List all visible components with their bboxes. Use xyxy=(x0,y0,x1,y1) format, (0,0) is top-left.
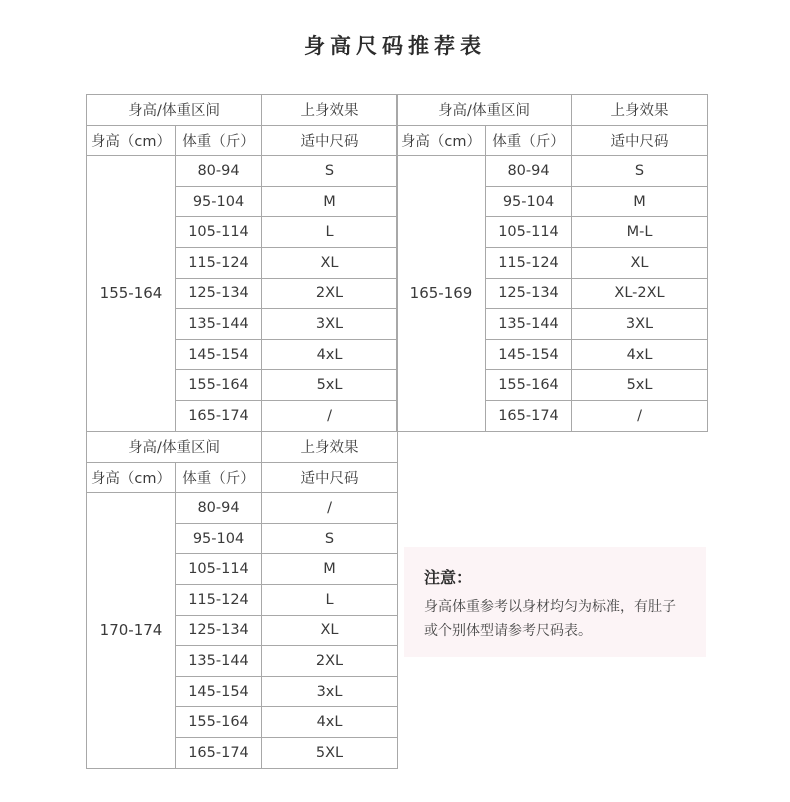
size-cell: S xyxy=(572,156,708,187)
size-cell: 3XL xyxy=(262,309,398,340)
size-cell: XL xyxy=(262,247,398,278)
weight-cell: 115-124 xyxy=(176,247,262,278)
size-cell: / xyxy=(572,400,708,431)
table-row xyxy=(87,493,398,524)
note-line-2: 或个别体型请参考尺码表。 xyxy=(424,623,592,639)
header-height-weight-range: 身高/体重区间 xyxy=(397,95,572,126)
weight-cell: 105-114 xyxy=(176,554,262,585)
weight-cell: 145-154 xyxy=(176,676,262,707)
height-range-cell: 155-164 xyxy=(87,156,176,431)
weight-cell: 145-154 xyxy=(486,339,572,370)
header-row-2 xyxy=(397,125,708,156)
size-cell: / xyxy=(262,493,398,524)
weight-cell: 95-104 xyxy=(176,186,262,217)
size-cell: 4xL xyxy=(262,339,398,370)
weight-cell: 145-154 xyxy=(176,339,262,370)
header-height-cm: 身高（cm） xyxy=(87,125,176,156)
size-cell: M xyxy=(262,186,398,217)
weight-cell: 115-124 xyxy=(486,247,572,278)
size-cell: L xyxy=(262,217,398,248)
header-fit-effect: 上身效果 xyxy=(572,95,708,126)
weight-cell: 105-114 xyxy=(486,217,572,248)
weight-cell: 165-174 xyxy=(176,400,262,431)
header-weight-jin: 体重（斤） xyxy=(176,462,262,493)
size-cell: S xyxy=(262,156,398,187)
size-cell: M xyxy=(572,186,708,217)
header-weight-jin: 体重（斤） xyxy=(486,125,572,156)
weight-cell: 135-144 xyxy=(176,309,262,340)
size-cell: 2XL xyxy=(262,278,398,309)
header-row-1 xyxy=(397,95,708,126)
header-row-1 xyxy=(87,432,398,463)
header-weight-jin: 体重（斤） xyxy=(176,125,262,156)
header-recommended-size: 适中尺码 xyxy=(262,462,398,493)
size-cell: 3xL xyxy=(262,676,398,707)
header-height-weight-range: 身高/体重区间 xyxy=(87,432,262,463)
table-row xyxy=(397,156,708,187)
weight-cell: 95-104 xyxy=(176,523,262,554)
weight-cell: 125-134 xyxy=(486,278,572,309)
size-table-155-164 xyxy=(86,94,398,432)
weight-cell: 155-164 xyxy=(176,707,262,738)
table-row xyxy=(87,156,398,187)
size-cell: XL xyxy=(572,247,708,278)
header-fit-effect: 上身效果 xyxy=(262,432,398,463)
header-height-cm: 身高（cm） xyxy=(87,462,176,493)
size-table-170-174 xyxy=(86,431,398,769)
note-line-1: 身高体重参考以身材均匀为标准，有肚子 xyxy=(424,599,676,615)
height-range-cell: 170-174 xyxy=(87,493,176,768)
size-cell: M-L xyxy=(572,217,708,248)
weight-cell: 165-174 xyxy=(486,400,572,431)
size-cell: 4xL xyxy=(572,339,708,370)
header-height-cm: 身高（cm） xyxy=(397,125,486,156)
header-row-2 xyxy=(87,125,398,156)
size-cell: 5xL xyxy=(572,370,708,401)
header-fit-effect: 上身效果 xyxy=(262,95,398,126)
size-cell: 5XL xyxy=(262,737,398,768)
size-cell: L xyxy=(262,584,398,615)
weight-cell: 135-144 xyxy=(486,309,572,340)
weight-cell: 125-134 xyxy=(176,278,262,309)
weight-cell: 125-134 xyxy=(176,615,262,646)
weight-cell: 135-144 xyxy=(176,646,262,677)
note-text xyxy=(424,595,694,643)
header-row-2 xyxy=(87,462,398,493)
note-title: 注意： xyxy=(424,568,473,587)
size-cell: / xyxy=(262,400,398,431)
size-cell: 3XL xyxy=(572,309,708,340)
weight-cell: 95-104 xyxy=(486,186,572,217)
header-height-weight-range: 身高/体重区间 xyxy=(87,95,262,126)
size-cell: 2XL xyxy=(262,646,398,677)
size-cell: M xyxy=(262,554,398,585)
weight-cell: 115-124 xyxy=(176,584,262,615)
weight-cell: 155-164 xyxy=(486,370,572,401)
size-cell: S xyxy=(262,523,398,554)
header-recommended-size: 适中尺码 xyxy=(262,125,398,156)
size-cell: 5xL xyxy=(262,370,398,401)
weight-cell: 80-94 xyxy=(176,156,262,187)
header-recommended-size: 适中尺码 xyxy=(572,125,708,156)
height-range-cell: 165-169 xyxy=(397,156,486,431)
size-cell: XL xyxy=(262,615,398,646)
page-title: 身高尺码推荐表 xyxy=(304,34,486,58)
weight-cell: 80-94 xyxy=(486,156,572,187)
weight-cell: 155-164 xyxy=(176,370,262,401)
note-box xyxy=(404,547,706,657)
size-cell: XL-2XL xyxy=(572,278,708,309)
weight-cell: 105-114 xyxy=(176,217,262,248)
size-cell: 4xL xyxy=(262,707,398,738)
weight-cell: 80-94 xyxy=(176,493,262,524)
weight-cell: 165-174 xyxy=(176,737,262,768)
size-table-165-169 xyxy=(396,94,708,432)
header-row-1 xyxy=(87,95,398,126)
